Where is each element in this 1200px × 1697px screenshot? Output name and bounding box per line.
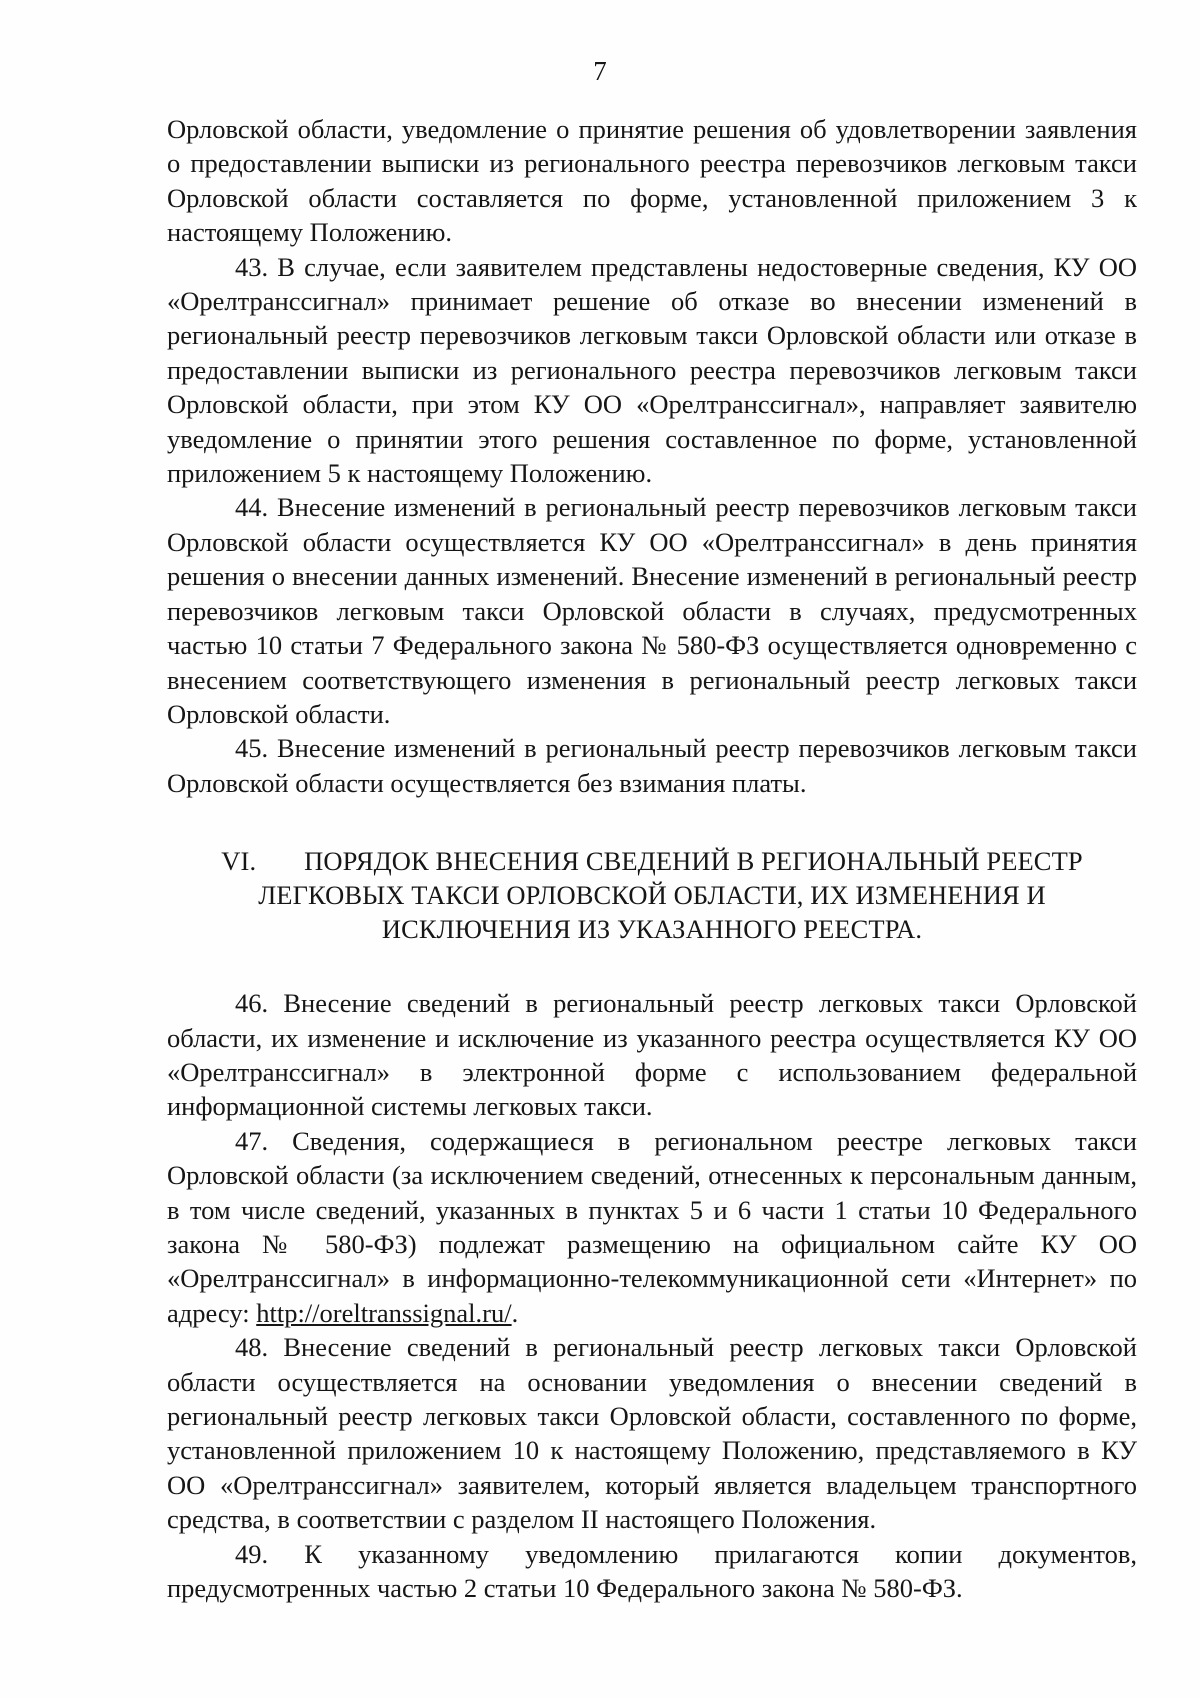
paragraph-48: 48. Внесение сведений в региональный реестр легковых такси Орловской области осуществляется на основании уведомления о внесении сведений в региональный реестр легковых такси Орловской области, составленного по форме, установленной приложением 10 к настоящему Положению, представляемого в КУ ОО «Орелтранссигнал» заявителем, который является владельцем транспортного средства, в соответствии с разделом II настоящего Положения. [167,1332,1137,1535]
paragraph-intro: Орловской области, уведомление о принятие решения об удовлетворении заявления о предоставлении выписки из регионального реестра перевозчиков легковым такси Орловской области составляется по форме, установленной приложением 3 к настоящему Положению. [167,114,1137,248]
page-number: 7 [593,56,607,86]
paragraph-47-end: . [511,1297,519,1328]
section-heading-line-1 [167,844,1137,878]
paragraph-45: 45. Внесение изменений в региональный реестр перевозчиков легковым такси Орловской области осуществляется без взимания платы. [167,733,1137,798]
section-title-line-2: ЛЕГКОВЫХ ТАКСИ ОРЛОВСКОЙ ОБЛАСТИ, ИХ ИЗМЕНЕНИЯ И [258,880,1046,911]
paragraph-47 [167,1124,1137,1330]
website-link[interactable]: http://oreltranssignal.ru/ [256,1297,512,1328]
section-heading [167,844,1137,946]
paragraph-47-text: 47. Сведения, содержащиеся в региональном реестре легковых такси Орловской области (за исключением сведений, отнесенных к персональным данным, в том числе сведений, указанных в пунктах 5 и 6 части 1 статьи 10 Федерального закона № 580-ФЗ) подлежат размещению на официальном сайте КУ ОО «Орелтранссигнал» в информационно-телекоммуникационной сети «Интернет» по адресу: [167,1125,1137,1328]
paragraph-44: 44. Внесение изменений в региональный реестр перевозчиков легковым такси Орловской области осуществляется КУ ОО «Орелтранссигнал» в день принятия решения о внесении данных изменений. Внесение изменений в региональный реестр перевозчиков легковым такси Орловской области в случаях, предусмотренных частью 10 статьи 7 Федерального закона № 580-ФЗ осуществляется одновременно с внесением соответствующего изменения в региональный реестр легковых такси Орловской области. [167,492,1137,729]
section-number: VI. [221,846,257,877]
paragraph-46: 46. Внесение сведений в региональный реестр легковых такси Орловской области, их изменение и исключение из указанного реестра осуществляется КУ ОО «Орелтранссигнал» в электронной форме с использованием федеральной информационной системы легковых такси. [167,988,1137,1122]
paragraph-43: 43. В случае, если заявителем представлены недостоверные сведения, КУ ОО «Орелтранссигнал» принимает решение об отказе во внесении изменений в региональный реестр перевозчиков легковым такси Орловской области или отказе в предоставлении выписки из регионального реестра перевозчиков легковым такси Орловской области, при этом КУ ОО «Орелтранссигнал», направляет заявителю уведомление о принятии этого решения составленное по форме, установленной приложением 5 к настоящему Положению. [167,251,1137,489]
paragraph-49: 49. К указанному уведомлению прилагаются копии документов, предусмотренных частью 2 статьи 10 Федерального закона № 580-ФЗ. [167,1538,1137,1604]
document-body [167,112,1137,1605]
section-title-line-1: ПОРЯДОК ВНЕСЕНИЯ СВЕДЕНИЙ В РЕГИОНАЛЬНЫЙ РЕЕСТР [304,846,1083,877]
section-title-line-3: ИСКЛЮЧЕНИЯ ИЗ УКАЗАННОГО РЕЕСТРА. [381,914,923,945]
